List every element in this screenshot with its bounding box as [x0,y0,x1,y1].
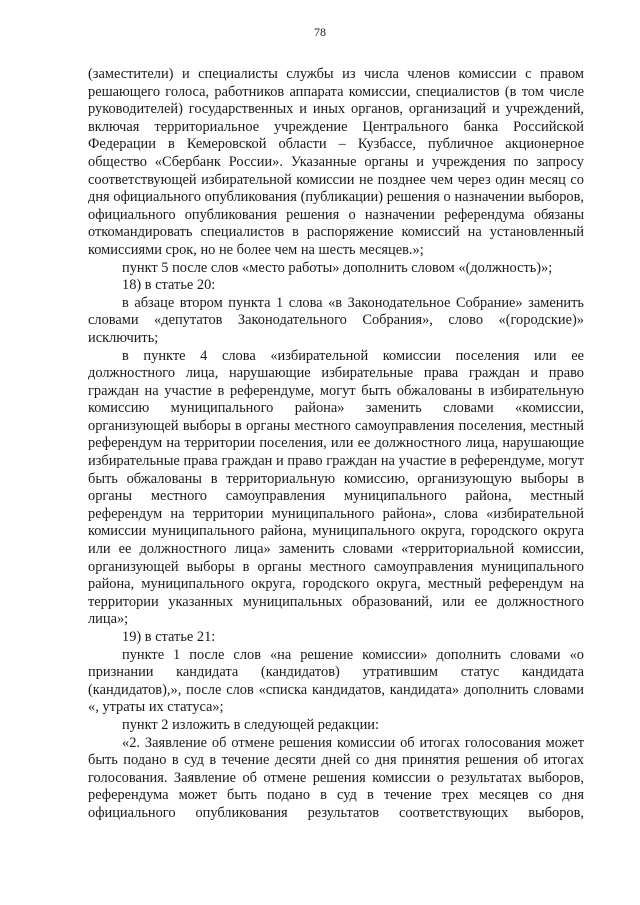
paragraph-article-21-item-1: пункте 1 после слов «на решение комиссии» дополнить словами «о признании кандидата (кандидатов) утратившим статус кандидата (кандидатов),», после слов «списка кандидатов, кандидата» дополнить словами «, утраты их статуса»; [88,646,584,716]
paragraph-item-5-amendment: пункт 5 после слов «место работы» дополнить словом «(должность)»; [122,259,553,276]
paragraph-article-20-item-4: в пункте 4 слова «избирательной комиссии поселения или ее должностного лица, нарушающие избирательные права граждан и право граждан на участие в референдуме, могут быть обжалованы в избирательную комиссию муниципального района» заменить словами «комиссии, организующей выборы в органы местного самоуправления поселения, местный референдум на территории поселения, или ее должностного лица, нарушающие избирательные права граждан и право граждан на участие в референдуме, могут быть обжалованы в территориальную комиссию, организующую выборы в органы местного самоуправления муниципального района, местный референдум на территории муниципального района», слова «избирательной комиссии муниципального района, муниципального округа, городского округа или ее должностного лица» заменить словами «территориальной комиссии, организующей выборы в органы местного самоуправления муниципального района, муниципального округа, городского округа, местный референдум на территории указанных муниципальных образований, или ее должностного лица»; [88,347,584,628]
paragraph-article-21-item-2-text: «2. Заявление об отмене решения комиссии об итогах голосования может быть подано в суд в течение десяти дней со дня принятия решения об итогах голосования. Заявление об отмене решения комиссии о результатах выборов, референдума может быть подано в суд в течение трех месяцев со дня официального опубликования результатов соответствующих выборов, [88,734,584,821]
paragraph-article-21-heading: 19) в статье 21: [122,629,216,645]
paragraph-article-21-item-2-intro: пункт 2 изложить в следующей редакции: [122,716,379,733]
paragraph-article-20-item-1: в абзаце втором пункта 1 слова «в Законодательное Собрание» заменить словами «депутатов Законодательного Собрания», слово «(городские)» исключить; [88,294,584,346]
paragraph-continuation: (заместители) и специалисты службы из числа членов комиссии с правом решающего голоса, работников аппарата комиссии, специалистов (в том числе руководителей) государственных и иных органов, организаций и учреждений, включая территориальное учреждение Центрального банка Российской Федерации в Кемеровской области – Кузбассе, публичное акционерное общество «Сбербанк России». Указанные органы и учреждения по запросу соответствующей избирательной комиссии не позднее чем через один месяц со дня официального опубликования (публикации) решения о назначении выборов, официального опубликования решения о назначении референдума обязаны откомандировать специалистов в распоряжение комиссий на установленный комиссиями срок, но не более чем на шесть месяцев.»; [88,66,584,258]
page-number: 78 [314,25,326,39]
body-text [88,66,584,823]
paragraph-article-20-heading: 18) в статье 20: [122,277,216,294]
